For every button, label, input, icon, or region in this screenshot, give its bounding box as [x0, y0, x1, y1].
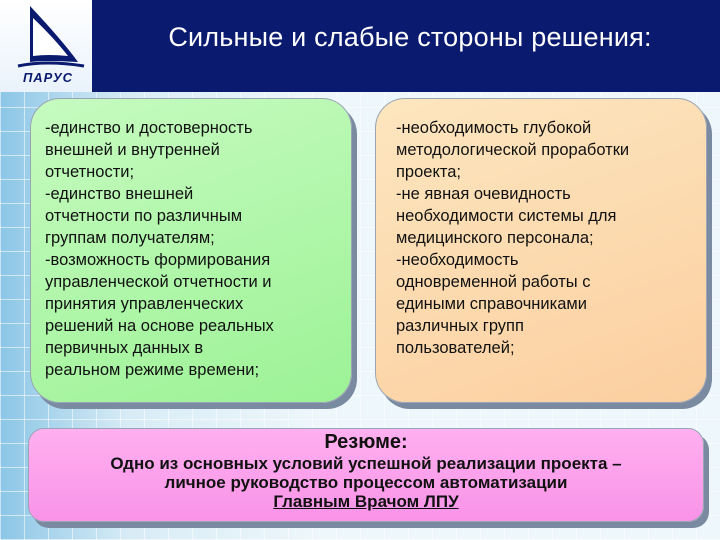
- weakness-line: -необходимость: [396, 251, 519, 269]
- weakness-line: едиными справочниками: [396, 295, 587, 313]
- weakness-line: пользователей;: [396, 339, 515, 357]
- strength-line: -возможность формирования: [45, 251, 271, 269]
- logo-text: ПАРУС: [22, 70, 74, 85]
- strength-line: управленческой отчетности и: [45, 273, 272, 291]
- weakness-line: методологической проработки: [396, 141, 630, 159]
- summary-box: [28, 428, 704, 522]
- strength-line: группам получателям;: [45, 229, 215, 247]
- strengths-card: [30, 98, 352, 403]
- weakness-line: различных групп: [396, 317, 524, 335]
- page-title: Сильные и слабые стороны решения:: [168, 22, 652, 52]
- weakness-line: -необходимость глубокой: [396, 119, 592, 137]
- summary-line-underlined: Главным Врачом ЛПУ: [273, 492, 459, 511]
- logo: [0, 0, 92, 92]
- header-bar: [0, 0, 720, 92]
- weakness-line: проекта;: [396, 163, 462, 181]
- weakness-line: медицинского персонала;: [396, 229, 594, 247]
- weakness-line: -не явная очевидность: [396, 185, 571, 203]
- strength-line: принятия управленческих: [45, 295, 244, 313]
- strength-line: внешней и внутренней: [45, 141, 220, 159]
- strength-line: решений на основе реальных: [45, 317, 274, 335]
- strength-line: отчетности по различным: [45, 207, 243, 225]
- strength-line: отчетности;: [45, 163, 135, 181]
- weakness-line: одновременной работы с: [396, 273, 591, 291]
- summary-line: Одно из основных условий успешной реализации проекта –: [110, 454, 622, 473]
- weaknesses-card: [375, 98, 707, 403]
- strength-line: реальном режиме времени;: [45, 361, 260, 379]
- strength-line: -единство внешней: [45, 185, 194, 203]
- strength-line: первичных данных в: [45, 339, 204, 357]
- summary-title: Резюме:: [324, 431, 408, 453]
- strength-line: -единство и достоверность: [45, 119, 253, 137]
- summary-line: личное руководство процессом автоматизации: [164, 473, 568, 492]
- weakness-line: необходимости системы для: [396, 207, 617, 225]
